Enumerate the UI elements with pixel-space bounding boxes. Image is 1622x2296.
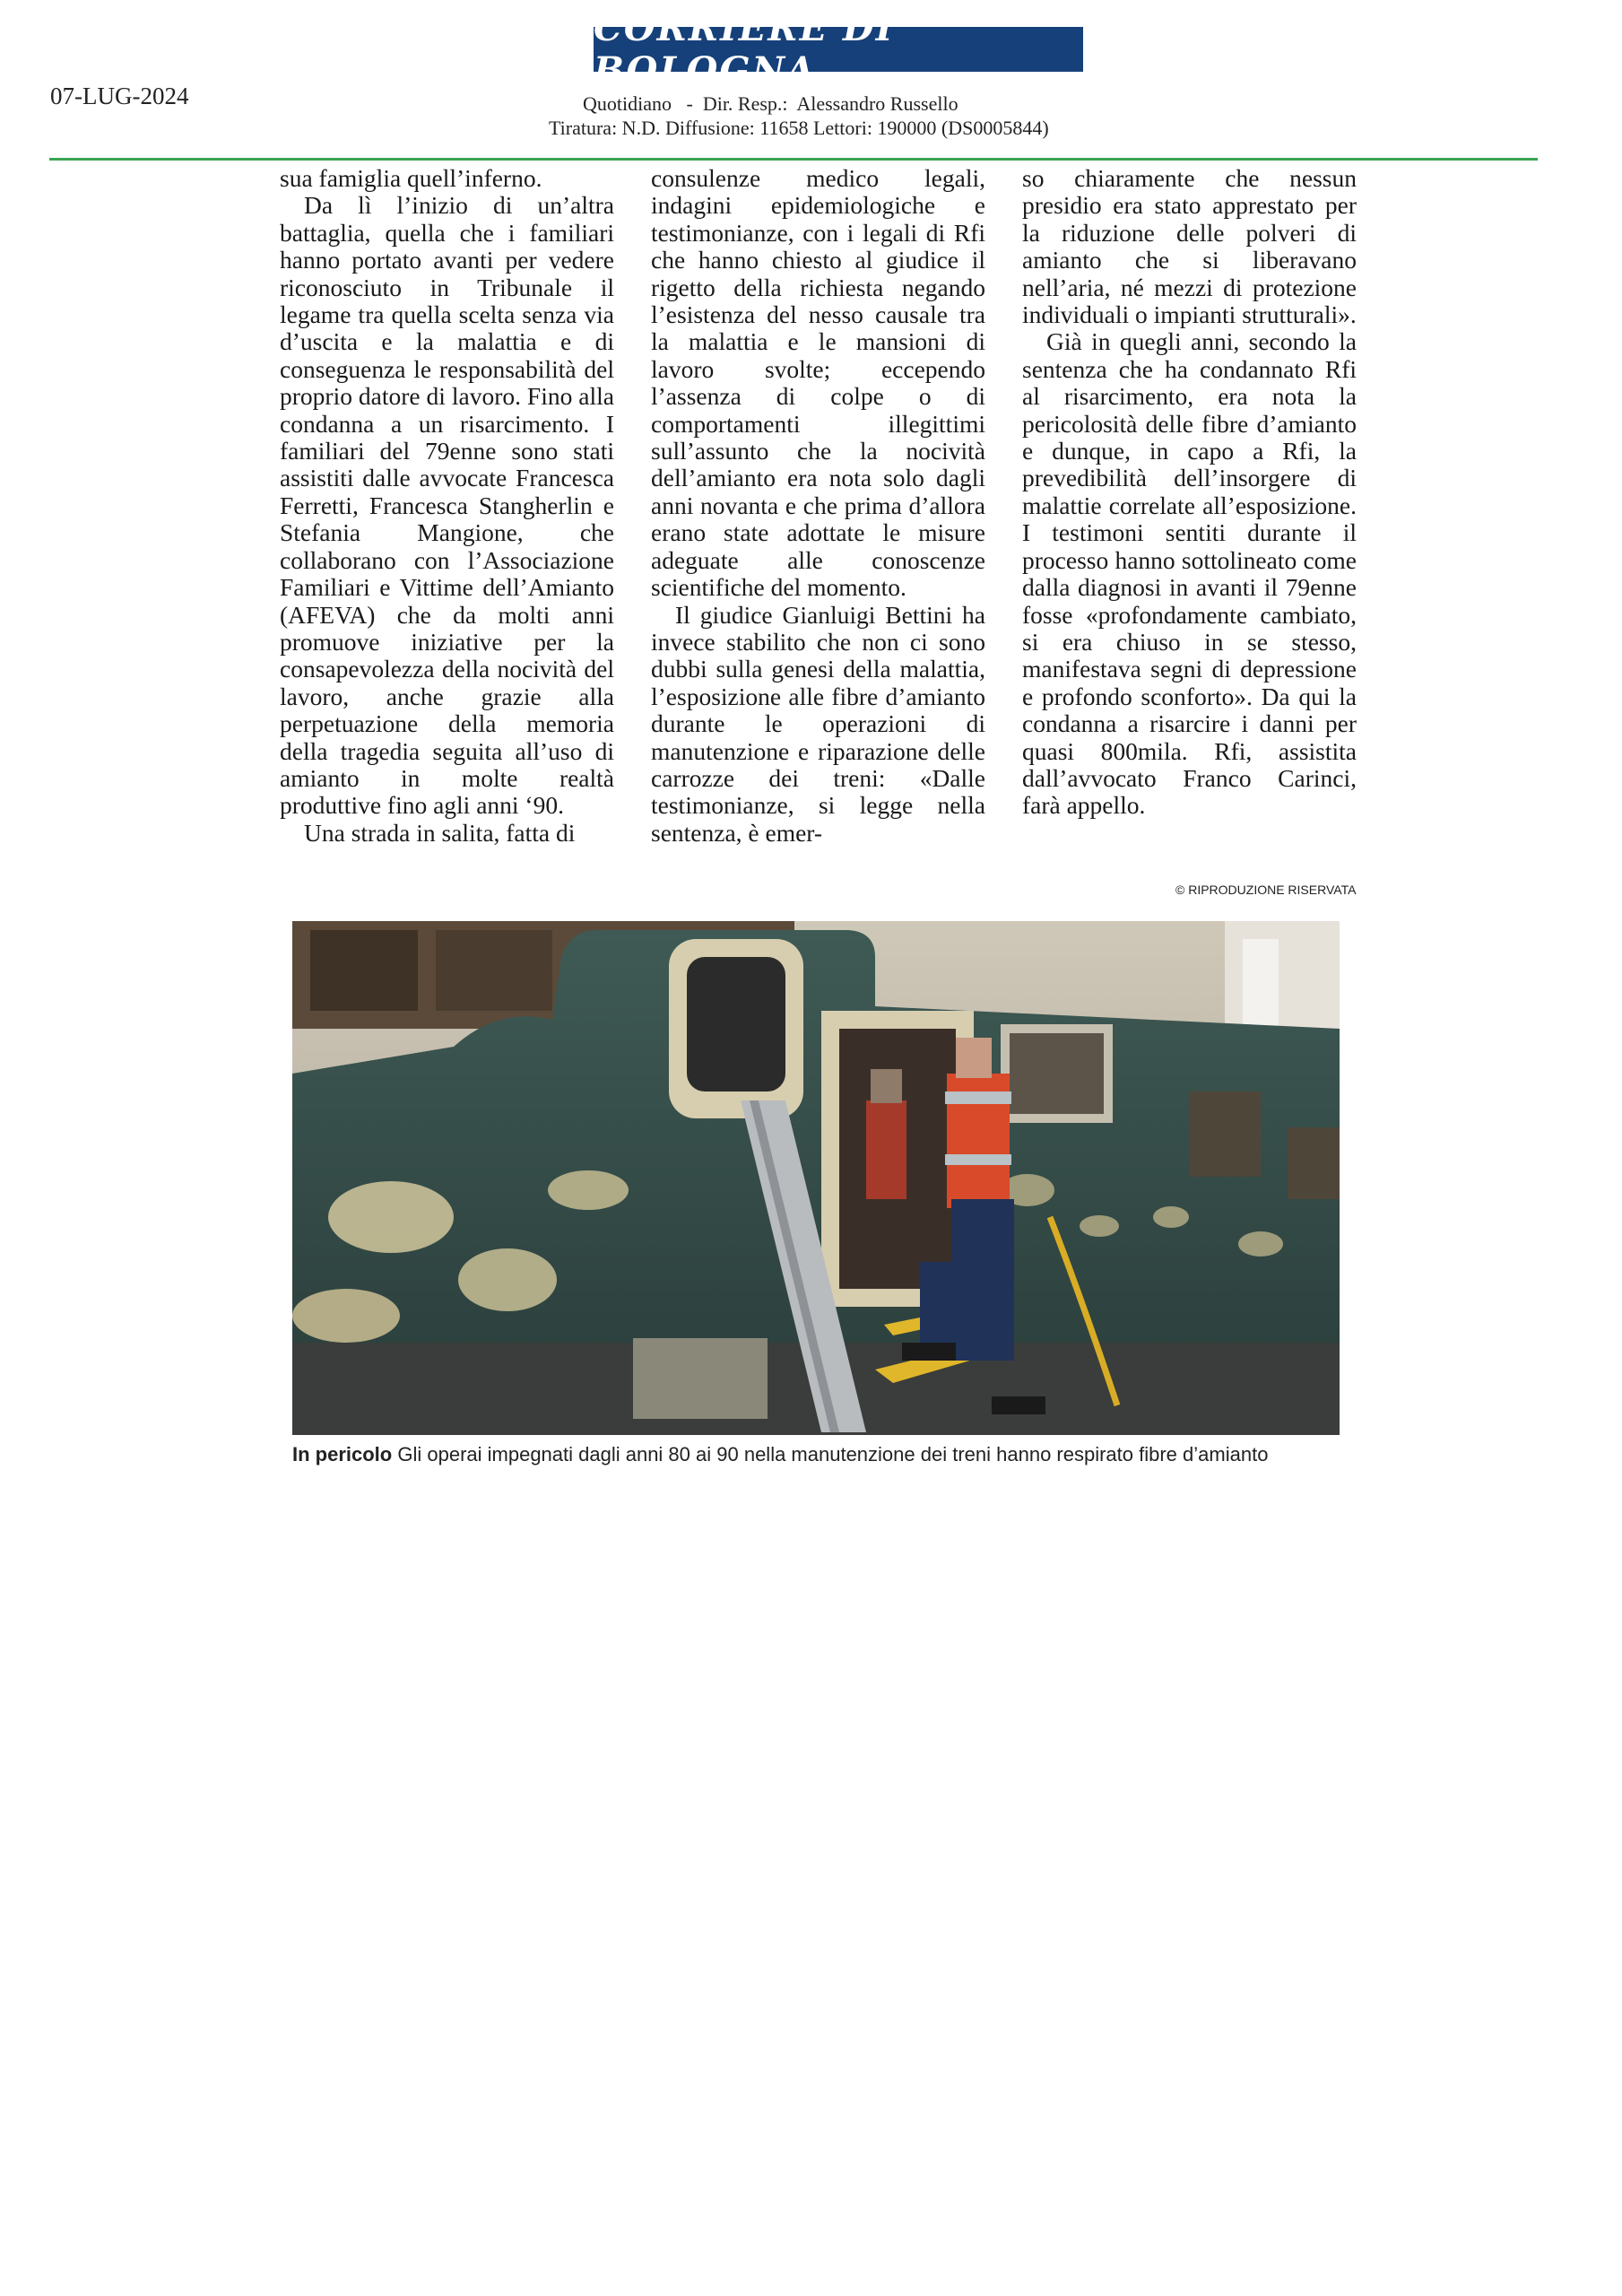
photo-caption [292, 1443, 1350, 1466]
paragraph: Già in quegli anni, secondo la sentenza che ha condannato Rfi al risarcimento, era nota la pericolosità delle fibre d’amianto e dunque, in capo a Rfi, la prevedibilità dell’insorgere di malattie correlate all’esposizione. I testimoni sentiti durante il processo hanno sottolineato come dalla diagnosi in avanti il 79enne fosse «profondamente cambiato, si era chiuso in se stesso, manifestava segni di depressione e profondo sconforto». Da qui la condanna a risarcire i danni per quasi 800mila. Rfi, assistita dall’avvocato Franco Carinci, farà appello. [1022, 327, 1357, 820]
header-divider [49, 158, 1538, 161]
caption-label: In pericolo [292, 1443, 393, 1465]
paragraph: Il giudice Gianluigi Bettini ha invece stabilito che non ci sono dubbi sulla genesi della malattia, l’esposizione alle fibre d’amianto durante le operazioni di manutenzione e riparazione delle carrozze dei treni: «Dalle testimonianze, si legge nella sentenza, è emer- [651, 600, 985, 847]
publication-meta-director: Quotidiano - Dir. Resp.: Alessandro Russello [583, 92, 958, 115]
paragraph: consulenze medico legali, indagini epidemiologiche e testimonianze, con i legali di Rfi che hanno chiesto al giudice il rigetto della richiesta negando l’esistenza del nesso causale tra la malattia e le mansioni di lavoro svolte; eccependo l’assenza di colpe o di comportamenti illegittimi sull’assunto che la nocività dell’amianto era nota solo dagli anni novanta e che prima d’allora erano state adottate le misure adeguate alle conoscenze scientifiche del momento. [651, 165, 985, 602]
paragraph: so chiaramente che nessun presidio era stato apprestato per la riduzione delle polveri di amianto che si liberavano nell’aria, né mezzi di protezione individuali o impianti strutturali». [1022, 165, 1357, 329]
article-column-3 [1022, 165, 1357, 883]
publication-meta-circulation: Tiratura: N.D. Diffusione: 11658 Lettori: 190000 (DS0005844) [549, 117, 1049, 139]
paragraph: Da lì l’inizio di un’altra battaglia, quella che i familiari hanno portato avanti per vedere riconosciuto in Tribunale il legame tra quella scelta senza via d’uscita e la malattia e di conseguenza le responsabilità del proprio datore di lavoro. Fino alla condanna a un risarcimento. I familiari del 79enne sono stati assistiti dalle avvocate Francesca Ferretti, Francesca Stangherlin e Stefania Mangione, che collaborano con l’Associazione Familiari e Vittime dell’Amianto (AFEVA) che da molti anni promuove iniziative per la consapevolezza della nocività del lavoro, anche grazie alla perpetuazione della memoria della tragedia seguita all’uso di amianto in molte realtà produttive fino agli anni ‘90. [280, 191, 614, 820]
newspaper-masthead: CORRIERE DI BOLOGNA [594, 27, 1083, 72]
paragraph: sua famiglia quell’inferno. [280, 165, 542, 192]
publication-date: 07-LUG-2024 [50, 83, 189, 109]
copyright-notice: © RIPRODUZIONE RISERVATA [1175, 883, 1357, 897]
article-column-2 [651, 165, 985, 883]
paragraph: Una strada in salita, fatta di [304, 818, 576, 847]
article-column-1 [280, 165, 614, 883]
train-maintenance-photo [292, 921, 1340, 1435]
article-photo [292, 921, 1340, 1435]
caption-text: Gli operai impegnati dagli anni 80 ai 90 nella manutenzione dei treni hanno respirato fibre d’amianto [392, 1443, 1269, 1465]
